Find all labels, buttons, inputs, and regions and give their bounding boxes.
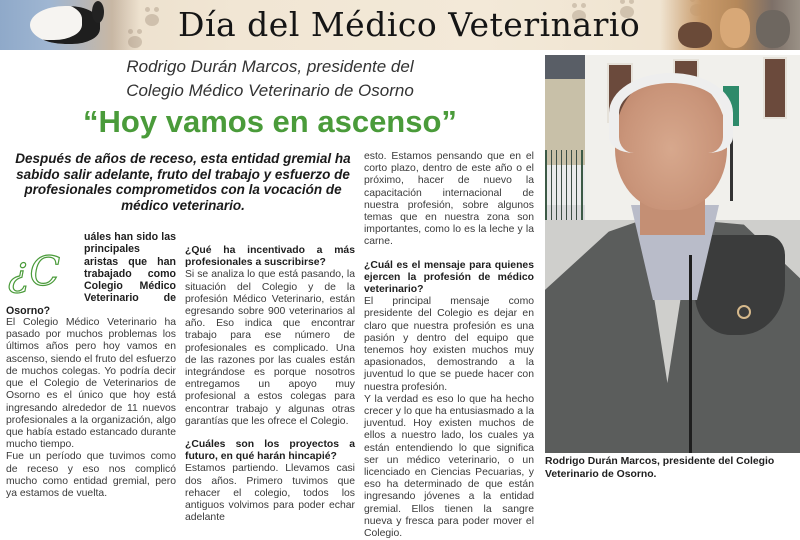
portrait-photo — [545, 55, 800, 453]
banner-title: Día del Médico Veterinario — [178, 5, 641, 44]
cat-illustration — [756, 10, 790, 48]
text-column-3 — [364, 151, 534, 540]
building-window — [763, 57, 787, 119]
svg-text:¿C: ¿C — [8, 249, 61, 295]
answer-paragraph: Si se analiza lo que está pasando, la situación del Colegio y de la profesión Médico Veterinario, están egresando sobre 900 veterinarios al año. Eso indica que encontrar trabajo para ese número de profesionales es complicado. Una de las razones por las cuales están integrándose es porque nosotros entregamos un apoyo muy profesional a estos colegas para encontrar trabajo y algunas otras garantías que les ofrece el Colegio. — [185, 269, 355, 427]
answer-paragraph: Estamos partiendo. Llevamos casi dos años. Primero tuvimos que rehacer el colegio, todos los antiguos volvimos para poder echar adelante — [185, 463, 355, 524]
dog-illustration — [678, 22, 712, 48]
hair — [609, 73, 733, 153]
interview-question: ¿Qué ha incentivado a más profesionales a suscribirse? — [185, 245, 355, 269]
rabbit-illustration — [30, 6, 100, 44]
photo-caption: Rodrigo Durán Marcos, presidente del Colegio Veterinario de Osorno. — [545, 456, 775, 480]
article-subtitle-line1: Rodrigo Durán Marcos, presidente del — [126, 57, 414, 76]
section-banner — [0, 0, 800, 50]
article-subtitle-line2: Colegio Médico Veterinario de Osorno — [126, 81, 414, 100]
paw-print-icon — [128, 36, 142, 48]
answer-paragraph: El principal mensaje como presidente del Colegio es dejar en claro que nuestra profesión es una pasión y dentro del equipo que tenemos hoy existen muchos muy apasionados, demostrando a la juventud lo que se puede hacer con nuestra profesión. — [364, 296, 534, 393]
text-column-2 — [185, 245, 355, 524]
dropcap-icon — [6, 231, 84, 301]
iron-fence — [545, 150, 583, 230]
answer-paragraph: Y la verdad es eso lo que ha hecho crecer y lo que ha entusiasmado a la juventud. Hoy existen muchos de ellos a nuestro lado, los cuales ya están entendiendo lo que significa ser un médico veterinario, o un licenciado en Ciencias Pecuarias, y eso ha determinado de que están ingresando jóvenes a la entidad gremial. Ellos tienen la sangre nueva y fresca para poder mover el Colegio. — [364, 393, 534, 540]
banner-pets-image — [660, 0, 800, 50]
answer-paragraph: Fue un período que tuvimos como de receso y eso nos complicó mucho como entidad gremial, pero ya estamos de vuelta. — [6, 451, 176, 499]
text-column-1 — [6, 231, 176, 500]
answer-paragraph: El Colegio Médico Veterinario ha pasado por muchos problemas los últimos años pero hoy vamos en ascenso, siendo el fruto del esfuerzo de muchos colegas. Yo podría decir que el Colegio de Veterinarios de Osorno es el único que hoy está ingresando alrededor de 11 nuevos profesionales a la organización, algo que había estado estancado durante mucho tiempo. — [6, 317, 176, 451]
paw-print-icon — [145, 14, 159, 26]
answer-paragraph: esto. Estamos pensando que en el corto plazo, dentro de este año o el próximo, hacer de nuevo la capacitación internacional de nuestra profesión, sobre algunos temas que en nuestra zona son importantes, como lo es la leche y la carne. — [364, 151, 534, 248]
article-lead: Después de años de receso, esta entidad gremial ha sabido salir adelante, fruto del trabajo y esfuerzo de profesionales comprometidos con la vocación de médico veterinario. — [15, 151, 351, 213]
puppy-illustration — [720, 8, 750, 48]
article-headline: “Hoy vamos en ascenso” — [83, 104, 457, 139]
rabbit-ear — [92, 1, 104, 23]
jacket-logo-icon — [737, 305, 751, 319]
interview-question: ¿Cuál es el mensaje para quienes ejercen la profesión de médico veterinario? — [364, 259, 534, 296]
banner-vet-rabbit-image — [0, 0, 140, 50]
zipper — [689, 255, 692, 453]
interview-question: uáles han sido las principales aristas que han trabajado como Colegio Médico Veterinario de Osorno? — [6, 231, 176, 317]
interview-question: ¿Cuáles son los proyectos a futuro, en qué harán hincapié? — [185, 439, 355, 463]
